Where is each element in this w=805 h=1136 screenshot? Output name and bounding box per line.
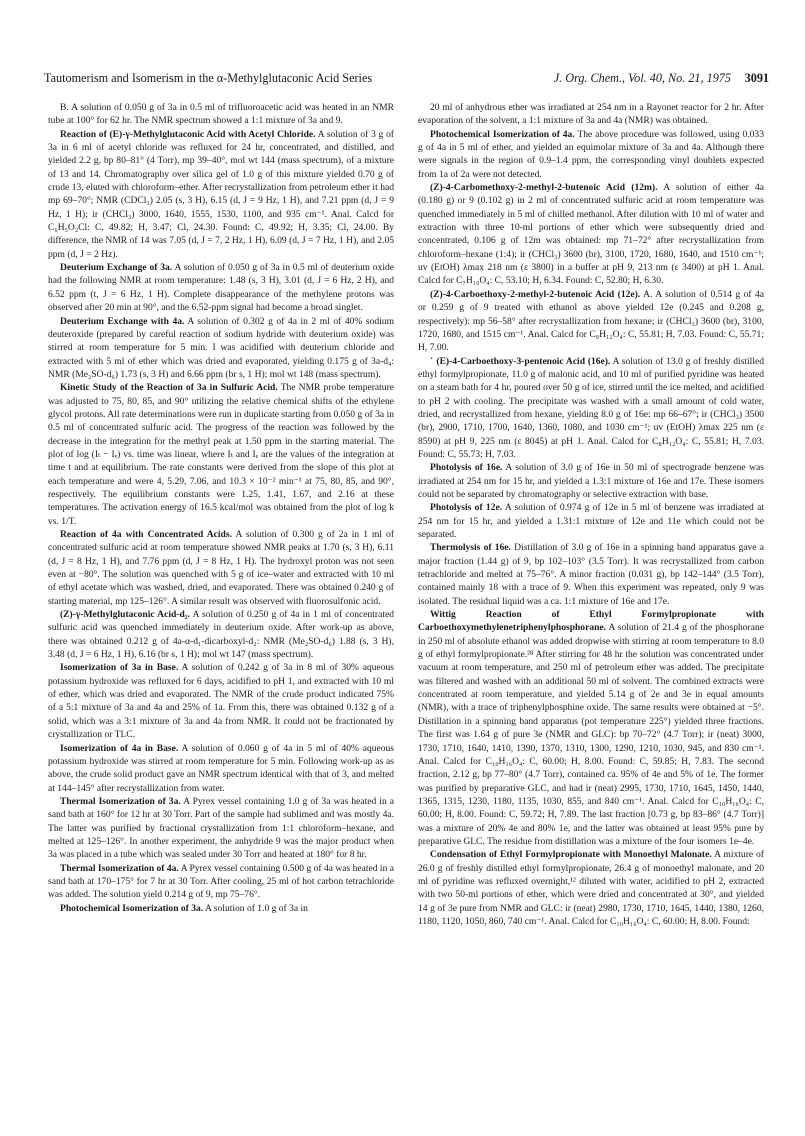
- paragraph: [418, 541, 764, 608]
- paragraph-text: A mixture of 26.0 g of freshly distilled ethyl formylpropionate, 26.4 g of monoethyl malonate, and 20 ml of pyridine was refluxed overnight,¹² diluted with water, acidified to pH 2, extracted with two 50-ml portions of ether, which were dried and concentrated at 30°, and yielded 14 g of 3e pure from NMR and GLC: ir (neat) 2980, 1730, 1710, 1645, 1440, 1380, 1260, 1180, 1120, 1050, 860, 740 cm⁻¹. Anal. Calcd for C₁₀H₁₆O₄: C, 60.00; H, 8.00. Found:: [418, 849, 764, 927]
- paragraph: [48, 795, 394, 862]
- paragraph-text: A solution of 13.0 g of freshly distilled ethyl formylpropionate, 11.0 g of malonic acid, and 10 ml of purified pyridine was heated on a steam bath for 4 hr, poured over 50 g of ice, stirred until the ice melted, and acidified to pH 2 with cooling. The precipitate was washed with a small amount of cold water, dried, and recrystallized from hexane, yielding 8.0 g of 16e: mp 66–67°; ir (CHCl₃) 3500 (br), 2900, 1710, 1700, 1640, 1360, 1080, and 1030 cm⁻¹; uv (EtOH) λmax 225 nm (ε 8590) at pH 9, 225 nm (ε 8045) at pH 1. Anal. Calcd for C₈H₁₂O₄: C, 55.81; H, 7.03. Found: C, 55.73; H, 7.03.: [418, 355, 764, 460]
- paragraph-text: A solution of either 4a (0.180 g) or 9 (0.102 g) in 2 ml of concentrated sulfuric acid at room temperature was quenched immediately in 5 ml of chilled methanol. After dilution with 10 ml of water and extraction with three 10-ml portions of ether which were subsequently dried and concentrated, 0.106 g of 12m was obtained: mp 71–72° after recrystallization from chloroform–hexane (1:4); ir (CHCl₃) 3600 (br), 3100, 1720, 1680, 1640, and 1510 cm⁻¹; uv (EtOH) λmax 218 nm (ε 3800) in a buffer at pH 9, 213 nm (ε 3400) at pH 1. Anal. Calcd for C₇H₁₀O₄: C, 53.10; H, 6.34. Found: C, 52.80; H, 6.30.: [418, 182, 764, 287]
- left-column: [48, 101, 394, 1123]
- paragraph: [48, 381, 394, 528]
- paragraph: [48, 661, 394, 741]
- paragraph-text: A solution of 0.974 g of 12e in 5 ml of benzene was irradiated at 254 nm for 15 hr, and yielded a 1.31:1 mixture of 12e and 11e which could not be separated.: [418, 502, 764, 540]
- paragraph-heading: Isomerization of 4a in Base.: [60, 742, 179, 754]
- paragraph-heading: Thermal Isomerization of 4a.: [60, 862, 179, 874]
- paragraph-heading: Isomerization of 3a in Base.: [60, 662, 179, 674]
- page-header: [44, 69, 769, 87]
- paragraph: [418, 181, 764, 288]
- paragraph: [48, 528, 394, 608]
- paragraph-text: A solution of 1.0 g of 3a in: [203, 902, 308, 914]
- paragraph-text: 20 ml of anhydrous ether was irradiated at 254 nm in a Rayonet reactor for 2 hr. After evaporation of the solvent, a 1:1 mixture of 3a and 4a (NMR) was obtained.: [418, 102, 764, 127]
- paragraph-text: A solution of 3.0 g of 16e in 50 ml of spectrograde benzene was irradiated at 254 nm for 15 hr, and yielded a 1.3:1 mixture of 16e and 17e. These isomers could not be separated by chromatography or selective extraction with base.: [418, 462, 764, 500]
- paragraph-text: A solution of 0.242 g of 3a in 8 ml of 30% aqueous potassium hydroxide was refluxed for 6 days, acidified to pH 1, and extracted with 10 ml of ether, which was dried and evaporated. The NMR of the crude product indicated 75% of a 5:1 mixture of 3a and 4a and 25% of 1a. From this, there was obtained 0.132 g of a solid, which was a 3:1 mixture of 3a and 4a from NMR. It could not be fractionated by crystallization or TLC.: [48, 662, 394, 741]
- paragraph-text: A solution of 21.4 g of the phosphorane in 250 ml of absolute ethanol was added dropwise with stirring at room temperature to 8.0 g of ethyl formylpropionate.²⁸ After stirring for 48 hr the solution was concentrated under vacuum at room temperature, and 250 ml of petroleum ether was added. The precipitate was filtered and washed with an additional 50 ml of solvent. The combined extracts were concentrated at room temperature, and yielded 5.14 g of 2e and 3e in equal amounts (NMR), with a trace of triphenylphosphine oxide. The same results were obtained at −5°. Distillation in a spinning band apparatus (pot temperature 225°) yielded three fractions. The first was 1.64 g of pure 3e (NMR and GLC): bp 70–72° (4.7 Torr); ir (neat) 3000, 1730, 1710, 1640, 1410, 1390, 1370, 1310, 1300, 1290, 1210, 1030, 945, and 830 cm⁻¹. Anal. Calcd for C₁₀H₁₆O₄: C, 60.00; H, 8.00. Found: C, 59.85; H, 7.83. The second fraction, 2.12 g, bp 77–80° (4.7 Torr), contained ca. 95% of 4e and 5% of 1e. The former was purified by preparative GLC, and had ir (neat) 2995, 1730, 1710, 1645, 1450, 1440, 1365, 1315, 1230, 1180, 1135, 1030, 855, and 840 cm⁻¹. Anal. Calcd for C₁₀H₁₆O₄: C, 60.00; H, 8.00. Found: C, 59.72; H, 7.89. The last fraction [0.73 g, bp 83–86° (4.7 Torr)] was a mixture of 20% 4e and 80% 1e, and the latter was obtained at least 95% pure by preparative GLC. The residue from distillation was a mixture of the four isomers 1e–4e.: [418, 622, 764, 847]
- paragraph-heading: (Z)-γ-Methylglutaconic Acid-d₂.: [60, 609, 191, 621]
- paragraph-heading: Condensation of Ethyl Formylpropionate with Monoethyl Malonate.: [430, 849, 712, 861]
- paragraph: [48, 101, 394, 128]
- paragraph: [418, 608, 764, 848]
- paragraph-heading: Deuterium Exchange of 3a.: [60, 262, 173, 274]
- paragraph-heading: Photochemical Isomerization of 3a.: [60, 902, 204, 914]
- paragraph-text: A solution of 0.050 g of 3a in 0.5 ml of deuterium oxide had the following NMR at room temperature: 1.48 (s, 3 H), 3.01 (d, J = 6 Hz, 2 H), and 6.52 ppm (t, J = 6 Hz, 1 H). Complete disappearance of the methylene protons was observed after 20 min at 90°, and the 6.52-ppm signal had become a broad singlet.: [48, 262, 394, 314]
- paragraph-heading: ˙ (E)-4-Carboethoxy-3-pentenoic Acid (16e).: [430, 355, 611, 367]
- paragraph-heading: Deuterium Exchange with 4a.: [60, 315, 185, 327]
- paragraph-heading: Wittig Reaction of Ethyl Formylpropionate with Carboethoxymethylenetriphenylphosphorane.: [418, 609, 764, 634]
- paragraph: [48, 902, 394, 915]
- paragraph: [418, 288, 764, 355]
- paragraph-text: A. A solution of 0.514 g of 4a or 0.259 g of 9 treated with ethanol as above yielded 12e (0.245 and 0.208 g, respectively): mp 56–58° after recrystallization from hexane; ir (CHCl₃) 3600 (br), 3100, 1720, 1680, and 1515 cm⁻¹. Anal. Calcd for C₈H₁₂O₄: C, 55.81; H, 7.03. Found: C, 55.71; H, 7.00.: [418, 288, 764, 354]
- paragraph: [48, 742, 394, 795]
- paragraph-heading: (Z)-4-Carbomethoxy-2-methyl-2-butenoic Acid (12m).: [430, 182, 658, 194]
- paragraph-heading: Thermal Isomerization of 3a.: [60, 795, 181, 807]
- paragraph-text: B. A solution of 0.050 g of 3a in 0.5 ml of trifluoroacetic acid was heated in an NMR tube at 100° for 62 hr. The NMR spectrum showed a 1:1 mixture of 3a and 9.: [48, 102, 394, 127]
- paragraph: [48, 862, 394, 902]
- paragraph: [48, 261, 394, 314]
- paragraph: [48, 608, 394, 661]
- paragraph-text: The NMR probe temperature was adjusted to 75, 80, 85, and 90° utilizing the relative chemical shifts of the ethylene glycol protons. All rate determinations were run in duplicate starting from 0.050 g of 3a in 0.5 ml of concentrated sulfuric acid. The progress of the reaction was followed by the decrease in the integration for the methyl peak at 1.50 ppm in the starting material. The plot of log (Iₜ − Iₑ) vs. time was linear, where Iₜ and Iₑ are the values of the integration at time t and at equilibrium. The rate constants were derived from the slope of this plot at each temperature and were 4, 5.29, 7.06, and 10.3 × 10⁻² min⁻¹ at 75, 80, 85, and 90°, respectively. The equilibrium constants were 1.25, 1.41, 1.67, and 2.16 at these temperatures. The activation energy of 16.5 kcal/mol was obtained from the plot of log k vs. 1/T.: [48, 382, 394, 527]
- journal-citation: J. Org. Chem., Vol. 40, No. 21, 1975: [553, 71, 731, 85]
- running-title: Tautomerism and Isomerism in the α-Methylglutaconic Acid Series: [44, 71, 373, 85]
- paragraph-heading: Photolysis of 16e.: [430, 462, 503, 474]
- paragraph: [48, 315, 394, 382]
- page-number: 3091: [744, 71, 769, 85]
- paragraph: [418, 101, 764, 128]
- paragraph-text: A Pyrex vessel containing 1.0 g of 3a was heated in a sand bath at 160° for 12 hr at 30 Torr. Part of the sample had sublimed and was mostly 4a. The latter was purified by fractional crystallization from 1:1 chloroform–hexane, and melted at 125–126°. In another experiment, the anhydride 9 was the major product when 3a was placed in a tube which was sealed under 30 Torr and heated at 180° for 8 hr.: [48, 795, 394, 861]
- paragraph: [418, 461, 764, 501]
- paragraph: [48, 128, 394, 261]
- paragraph-text: A solution of 0.250 g of 4a in 1 ml of concentrated sulfuric acid was quenched immediately in deuterium oxide. After work-up as above, there was obtained 0.212 g of 4a-α-d₁-dicarboxyl-d₂: NMR (Me₂SO-d₆) 1.88 (s, 3 H), 3.48 (d, J = 6 Hz, 1 H), 6.16 (br s, 1 H); mol wt 147 (mass spectrum).: [48, 609, 394, 661]
- paragraph: [418, 501, 764, 541]
- paragraph-text: A solution of 3 g of 3a in 6 ml of acetyl chloride was refluxed for 24 hr, concentrated, and distilled, and yielded 2.2 g, bp 80–81° (4 Torr), mp 39–40°, mol wt 144 (mass spectrum), of a mixture of 13 and 14. Chromatography over silica gel of 1.0 g of this mixture yielded 0.70 g of crude 13, eluted with chloroform–ether. After recrystallization from petroleum ether it had mp 69–70°; NMR (CDCl₃) 2.05 (s, 3 H), 6.15 (d, J = 9 Hz, 1 H), and 7.21 ppm (d, J = 9 Hz, 1 H); ir (CHCl₃) 3000, 1640, 1555, 1530, 1100, and 935 cm⁻¹. Anal. Calcd for C₆H₅O₂Cl: C, 49.82; H, 3.47; Cl, 24.30. Found: C, 49.92; H, 3.35; Cl, 24.00. By difference, the NMR of 14 was 7.05 (d, J = 7, 2 Hz, 1 H), 6.09 (d, J = 7 Hz, 1 H), and 2.05 ppm (d, J = 2 Hz).: [48, 128, 394, 260]
- paragraph-text: A solution of 0.300 g of 2a in 1 ml of concentrated sulfuric acid at room temperature showed NMR peaks at 1.70 (s, 3 H), 6.11 (d, J = 8 Hz, 1 H), and 7.76 ppm (d, J = 8 Hz, 1 H). The hydroxyl proton was not seen even at −80°. The solution was quenched with 5 g of ice–water and extracted with 10 ml of ethyl acetate which was washed, dried, and evaporated. There was obtained 0.240 g of starting material, mp 125–126°. A similar result was observed with fluorosulfonic acid.: [48, 529, 394, 607]
- paragraph-heading: Reaction of (E)-γ-Methylglutaconic Acid with Acetyl Chloride.: [60, 128, 316, 140]
- paragraph-text: A solution of 0.060 g of 4a in 5 ml of 40% aqueous potassium hydroxide was stirred at room temperature for 5 min. Following work-up as as above, the crude solid product gave an NMR spectrum identical with that of 3, and melted at 144–145° after recrystallization from water.: [48, 742, 394, 794]
- paragraph-heading: Reaction of 4a with Concentrated Acids.: [60, 529, 232, 540]
- paragraph-text: A solution of 0.302 g of 4a in 2 ml of 40% sodium deuteroxide (prepared by careful reaction of sodium hydride with deuterium oxide) was stirred at room temperature for 5 min. I was acidified with deuterium chloride and extracted with 5 ml of ether which was dried and evaporated, yielding 0.175 g of 3a-d₄: NMR (Me₂SO-d₆) 1.73 (s, 3 H) and 6.66 ppm (br s, 1 H); mol wt 148 (mass spectrum).: [48, 315, 394, 380]
- paragraph-heading: (Z)-4-Carboethoxy-2-methyl-2-butenoic Acid (12e).: [430, 288, 641, 300]
- paragraph-text: The above procedure was followed, using 0.033 g of 4a in 5 ml of ether, and yielded an equimolar mixture of 3a and 4a. Although there were signals in the region of 0.9–1.4 ppm, the corresponding vinyl doublets expected from 1a of 2a were not detected.: [418, 128, 764, 180]
- right-column: [418, 101, 764, 1123]
- paragraph-heading: Photolysis of 12e.: [430, 502, 503, 514]
- paragraph-heading: Kinetic Study of the Reaction of 3a in Sulfuric Acid.: [60, 382, 278, 394]
- paragraph: [418, 848, 764, 928]
- paragraph: [418, 128, 764, 181]
- paragraph-text: Distillation of 3.0 g of 16e in a spinning band apparatus gave a major fraction (1.44 g) of 9, bp 102–103° (3.5 Torr). It was recrystallized from carbon tetrachloride and melted at 75–76°. A minor fraction (0.031 g), bp 142–144° (3.5 Torr), contained mainly 18 with a trace of 9. When this experiment was repeated, only 9 was isolated. The residual liquid was a ca. 1:1 mixture of 16e and 17e.: [418, 542, 764, 607]
- paragraph-heading: Thermolysis of 16e.: [430, 542, 511, 554]
- paragraph-text: A Pyrex vessel containing 0.500 g of 4a was heated in a sand bath at 170–175° for 7 hr at 30 Torr. After cooling, 25 ml of hot carbon tetrachloride was added. The solution yield 0.214 g of 9, mp 75–76°.: [48, 862, 394, 901]
- paragraph-heading: Photochemical Isomerization of 4a.: [430, 128, 575, 140]
- paragraph: [418, 355, 764, 462]
